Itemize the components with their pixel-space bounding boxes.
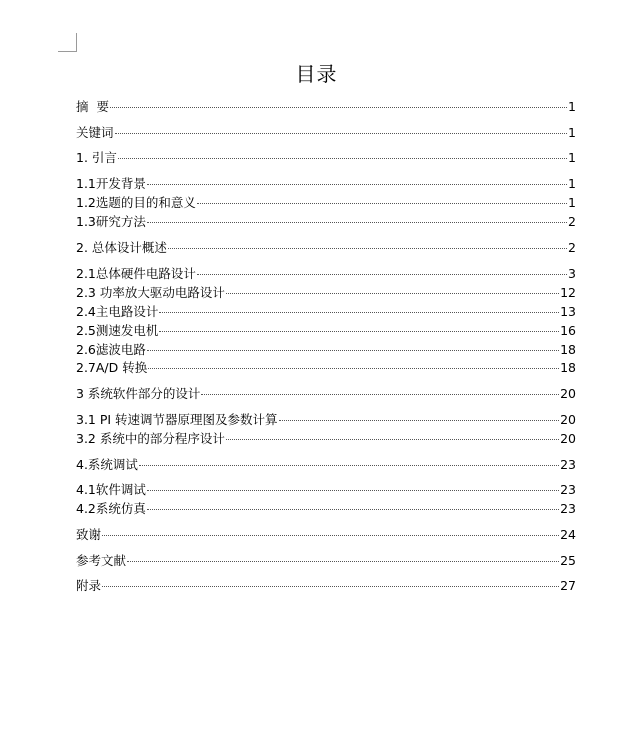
toc-entry[interactable]	[76, 125, 576, 141]
toc-entry[interactable]	[76, 285, 576, 301]
toc-entry-page: 24	[560, 527, 576, 542]
toc-entry-label: 2.7A/D 转换	[76, 360, 148, 375]
toc-entry-label: 1.3研究方法	[76, 214, 146, 229]
toc-entry[interactable]	[76, 342, 576, 358]
toc-entry[interactable]	[76, 360, 576, 376]
toc-leader	[279, 420, 560, 421]
toc-entry-label: 关键词	[76, 125, 114, 140]
toc-entry-page: 1	[568, 99, 576, 114]
toc-entry[interactable]	[76, 99, 576, 115]
toc-entry-label: 2.3 功率放大驱动电路设计	[76, 285, 225, 300]
toc-leader	[102, 586, 559, 587]
toc-leader	[168, 248, 567, 249]
toc-entry[interactable]	[76, 176, 576, 192]
toc-entry-label: 2.5测速发电机	[76, 323, 159, 338]
toc-entry-page: 18	[560, 360, 576, 375]
toc-entry-label: 3 系统软件部分的设计	[76, 386, 201, 401]
toc-leader	[102, 535, 559, 536]
toc-entry-page: 23	[560, 501, 576, 516]
toc-entry-page: 1	[568, 150, 576, 165]
toc-entry[interactable]	[76, 150, 576, 166]
toc-entry-label: 2.4主电路设计	[76, 304, 159, 319]
toc-entry-label: 4.2系统仿真	[76, 501, 146, 516]
toc-entry-page: 20	[560, 412, 576, 427]
toc-entry-label: 2. 总体设计概述	[76, 240, 167, 255]
page-corner-mark	[58, 33, 77, 52]
toc-entry[interactable]	[76, 240, 576, 256]
toc-entry-label: 1. 引言	[76, 150, 117, 165]
toc-entry-page: 25	[560, 553, 576, 568]
toc-leader	[147, 350, 559, 351]
toc-entry[interactable]	[76, 457, 576, 473]
toc-leader	[148, 368, 559, 369]
toc-entry[interactable]	[76, 412, 576, 428]
toc-entry[interactable]	[76, 323, 576, 339]
toc-leader	[118, 158, 567, 159]
toc-entry-label: 2.1总体硬件电路设计	[76, 266, 196, 281]
toc-leader	[127, 561, 559, 562]
toc-leader	[147, 509, 559, 510]
toc-entry-page: 13	[560, 304, 576, 319]
toc-leader	[226, 439, 559, 440]
toc-entry-label: 2.6滤波电路	[76, 342, 146, 357]
toc-entry[interactable]	[76, 431, 576, 447]
toc-leader	[197, 274, 567, 275]
toc-entry[interactable]	[76, 553, 576, 569]
toc-entry-page: 2	[568, 214, 576, 229]
toc-entry[interactable]	[76, 527, 576, 543]
toc-entry-page: 20	[560, 386, 576, 401]
toc-entry[interactable]	[76, 578, 576, 594]
toc-entry[interactable]	[76, 501, 576, 517]
toc-entry-page: 1	[568, 125, 576, 140]
toc-entry-page: 2	[568, 240, 576, 255]
toc-entry-page: 27	[560, 578, 576, 593]
toc-entry-page: 1	[568, 195, 576, 210]
toc-leader	[147, 490, 559, 491]
toc-leader	[197, 203, 567, 204]
toc-entry[interactable]	[76, 482, 576, 498]
toc-entry[interactable]	[76, 386, 576, 402]
toc-entry-label: 3.2 系统中的部分程序设计	[76, 431, 225, 446]
toc-entry-page: 23	[560, 482, 576, 497]
toc-entry-label: 参考文献	[76, 553, 127, 568]
toc-entry-label: 1.2选题的目的和意义	[76, 195, 196, 210]
toc-leader	[226, 293, 559, 294]
toc-entry-page: 16	[560, 323, 576, 338]
toc-entry-page: 1	[568, 176, 576, 191]
toc-title: 目录	[295, 62, 338, 86]
toc-leader	[159, 312, 559, 313]
toc-leader	[147, 184, 567, 185]
toc-entry-label: 4.系统调试	[76, 457, 138, 472]
toc-leader	[159, 331, 559, 332]
toc-entry-page: 3	[568, 266, 576, 281]
toc-entry-page: 18	[560, 342, 576, 357]
toc-entry-page: 20	[560, 431, 576, 446]
toc-entry[interactable]	[76, 304, 576, 320]
toc-entry-page: 23	[560, 457, 576, 472]
toc-entry-label: 致谢	[76, 527, 102, 542]
toc-leader	[115, 133, 568, 134]
toc-entry[interactable]	[76, 214, 576, 230]
toc-entry-label: 1.1开发背景	[76, 176, 146, 191]
toc-entry-label: 4.1软件调试	[76, 482, 146, 497]
toc-leader	[147, 222, 567, 223]
toc-leader	[139, 465, 559, 466]
toc-entry-page: 12	[560, 285, 576, 300]
toc-entry[interactable]	[76, 266, 576, 282]
toc-leader	[110, 107, 567, 108]
toc-entry-label: 3.1 PI 转速调节器原理图及参数计算	[76, 412, 278, 427]
toc-leader	[201, 394, 559, 395]
toc-entry[interactable]	[76, 195, 576, 211]
toc-entry-label: 附录	[76, 578, 102, 593]
toc-entry-label: 摘 要	[76, 99, 109, 114]
